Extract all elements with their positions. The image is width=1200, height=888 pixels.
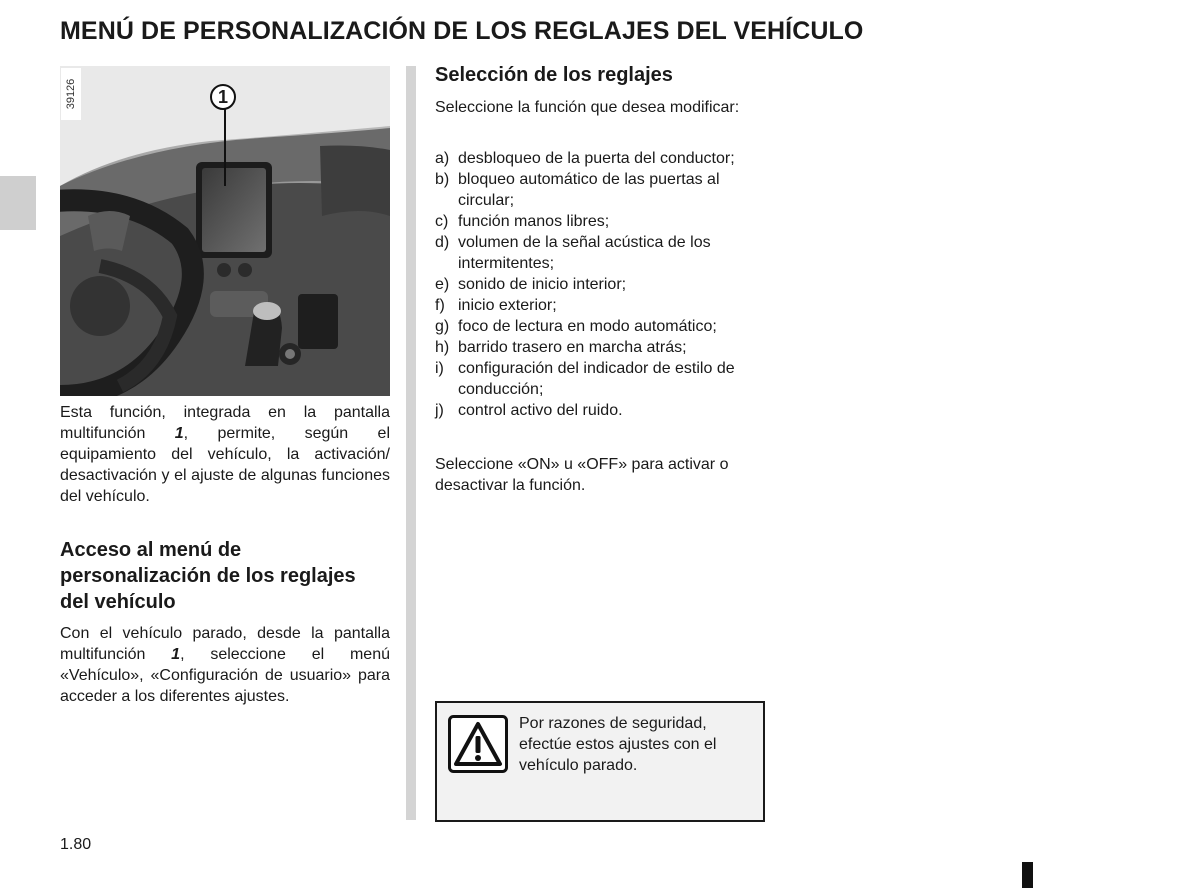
- page-number: 1.80: [60, 836, 92, 853]
- list-item: f) inicio exterior;: [435, 297, 557, 314]
- section-tab-marker: [0, 176, 36, 230]
- page-edge-marker: [1022, 862, 1033, 888]
- list-item: i) configuración del indicador de estilo de conducción;: [435, 360, 735, 398]
- list-item: h) barrido trasero en marcha atrás;: [435, 339, 687, 356]
- settings-list: [435, 148, 767, 421]
- page-title: MENÚ DE PERSONALIZACIÓN DE LOS REGLAJES DEL VEHÍCULO: [60, 17, 864, 45]
- dashboard-illustration: [60, 66, 390, 396]
- selection-intro: Seleccione la función que desea modificar:: [435, 99, 740, 116]
- list-item: b) bloqueo automático de las puertas al circular;: [435, 171, 720, 209]
- figure-callout-1: 1: [210, 84, 236, 110]
- access-paragraph: Con el vehículo parado, desde la pantalla multifunción 1, seleccione el menú «Vehículo», «Configuración de usuario» para acceder a los diferentes ajustes.: [60, 625, 390, 705]
- list-item: d) volumen de la señal acústica de los intermitentes;: [435, 234, 711, 272]
- warning-text: Por razones de seguridad, efectúe estos ajustes con el vehículo parado.: [519, 715, 717, 774]
- list-item: e) sonido de inicio interior;: [435, 276, 627, 293]
- warning-triangle-icon: [448, 715, 508, 773]
- figure-code-label: 39126: [61, 68, 81, 120]
- column-divider: [406, 66, 416, 820]
- selection-outro: Seleccione «ON» u «OFF» para activar o desactivar la función.: [435, 456, 729, 494]
- safety-warning-box: [435, 701, 765, 822]
- access-heading: Acceso al menú de personalización de los reglajes del vehículo: [60, 539, 356, 613]
- list-item: c) función manos libres;: [435, 213, 610, 230]
- intro-paragraph: Esta función, integrada en la pantalla multifunción 1, permite, según el equipamiento del vehículo, la activación/ desactivación y el ajuste de algunas funciones del vehículo.: [60, 404, 390, 505]
- list-item: j) control activo del ruido.: [435, 402, 623, 419]
- list-item: g) foco de lectura en modo automático;: [435, 318, 717, 335]
- dashboard-icon: [60, 66, 390, 396]
- selection-heading: Selección de los reglajes: [435, 64, 673, 86]
- list-item: a) desbloqueo de la puerta del conductor;: [435, 150, 735, 167]
